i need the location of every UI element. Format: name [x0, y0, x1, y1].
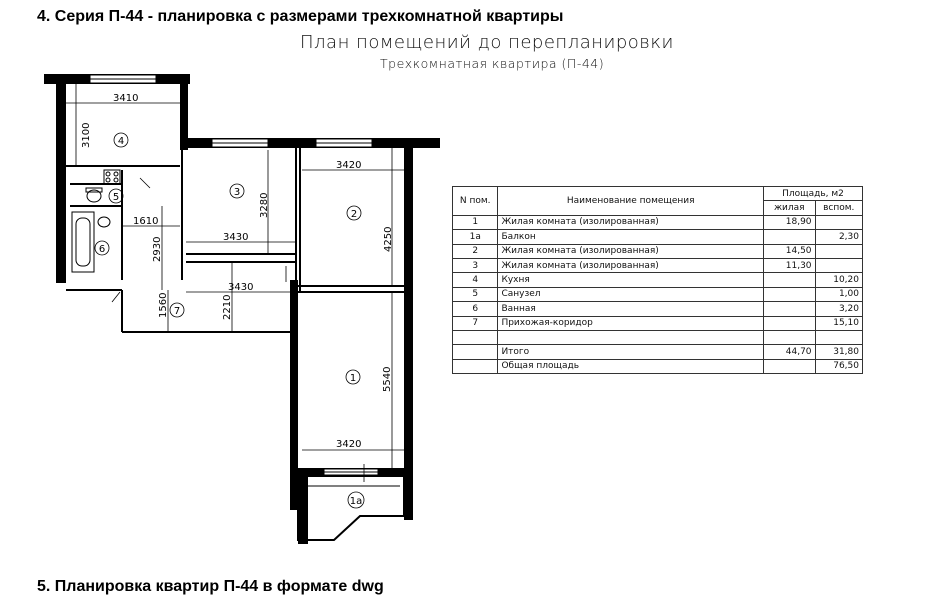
- cell-aux: [815, 330, 862, 344]
- cell-name: [498, 330, 764, 344]
- room-number-2: 2: [350, 209, 358, 220]
- cell-num: 1: [453, 215, 498, 229]
- balcony: [298, 476, 413, 544]
- plan-subtitle: Трехкомнатная квартира (П-44): [380, 56, 605, 71]
- area-table: [452, 186, 863, 374]
- plan-title: План помещений до перепланировки: [300, 32, 674, 53]
- cell-living: [764, 287, 816, 301]
- cell-name: Санузел: [498, 287, 764, 301]
- section-heading: 5. Планировка квартир П-44 в формате dwg: [37, 578, 384, 595]
- cell-num: [453, 330, 498, 344]
- room-labels: [99, 136, 362, 507]
- table-row: [453, 330, 863, 344]
- fixtures: [72, 170, 120, 272]
- table-row: [453, 258, 863, 272]
- dim-room3-depth: 3280: [259, 192, 270, 218]
- cell-num: 2: [453, 244, 498, 258]
- dim-corridor-width: 3430: [228, 282, 254, 293]
- cell-aux: 10,20: [815, 273, 862, 287]
- room-number-5: 5: [112, 192, 120, 203]
- table-row: [453, 287, 863, 301]
- dim-passage-depth: 2210: [222, 294, 233, 320]
- cell-num: 6: [453, 302, 498, 316]
- table-row: [453, 359, 863, 373]
- cell-aux: 1,00: [815, 287, 862, 301]
- cell-name: Общая площадь: [498, 359, 764, 373]
- col-header-aux: вспом.: [815, 201, 862, 215]
- page-heading: 4. Серия П-44 - планировка с размерами трехкомнатной квартиры: [37, 8, 564, 25]
- table-row: [453, 302, 863, 316]
- dim-room1-depth: 5540: [382, 366, 393, 392]
- cell-aux: 3,20: [815, 302, 862, 316]
- dim-bath-width: 1610: [133, 216, 159, 227]
- dim-kitchen-width: 3410: [113, 93, 139, 104]
- cell-aux: [815, 244, 862, 258]
- cell-num: 3: [453, 258, 498, 272]
- cell-aux: 31,80: [815, 345, 862, 359]
- cell-living: [764, 316, 816, 330]
- table-row: [453, 273, 863, 287]
- cell-name: Кухня: [498, 273, 764, 287]
- cell-name: Ванная: [498, 302, 764, 316]
- cell-living: 44,70: [764, 345, 816, 359]
- cell-aux: 15,10: [815, 316, 862, 330]
- cell-num: 1a: [453, 230, 498, 244]
- dim-room1-width: 3420: [336, 439, 362, 450]
- room-number-4: 4: [117, 136, 125, 147]
- cell-name: Жилая комната (изолированная): [498, 258, 764, 272]
- cell-aux: [815, 215, 862, 229]
- windows: [90, 75, 378, 475]
- cell-living: 14,50: [764, 244, 816, 258]
- dim-hall-depth: 2930: [152, 236, 163, 262]
- room-number-6: 6: [98, 244, 106, 255]
- table-row: [453, 316, 863, 330]
- table-row: [453, 215, 863, 229]
- cell-living: [764, 330, 816, 344]
- cell-name: Балкон: [498, 230, 764, 244]
- cell-aux: 76,50: [815, 359, 862, 373]
- table-row: [453, 244, 863, 258]
- cell-living: [764, 359, 816, 373]
- col-header-living: жилая: [764, 201, 816, 215]
- dim-room3-width: 3430: [223, 232, 249, 243]
- cell-num: [453, 345, 498, 359]
- table-row: [453, 230, 863, 244]
- cell-living: 18,90: [764, 215, 816, 229]
- dim-corridor-depth: 1560: [158, 292, 169, 318]
- cell-living: [764, 302, 816, 316]
- room-number-7: 7: [173, 306, 181, 317]
- cell-name: Жилая комната (изолированная): [498, 215, 764, 229]
- cell-living: 11,30: [764, 258, 816, 272]
- col-header-name: Наименование помещения: [498, 187, 764, 216]
- dim-room2-depth: 4250: [383, 226, 394, 252]
- col-header-area: Площадь, м2: [764, 187, 863, 201]
- cell-num: 5: [453, 287, 498, 301]
- room-number-3: 3: [233, 187, 241, 198]
- room-number-1a: 1a: [349, 496, 363, 507]
- cell-name: Жилая комната (изолированная): [498, 244, 764, 258]
- dim-kitchen-depth: 3100: [81, 122, 92, 148]
- dim-room2-width: 3420: [336, 160, 362, 171]
- cell-name: Прихожая-коридор: [498, 316, 764, 330]
- cell-name: Итого: [498, 345, 764, 359]
- cell-num: [453, 359, 498, 373]
- room-number-1: 1: [349, 373, 357, 384]
- cell-aux: [815, 258, 862, 272]
- cell-aux: 2,30: [815, 230, 862, 244]
- cell-num: 4: [453, 273, 498, 287]
- cell-living: [764, 230, 816, 244]
- cell-living: [764, 273, 816, 287]
- cell-num: 7: [453, 316, 498, 330]
- col-header-num: N пом.: [453, 187, 498, 216]
- table-row: [453, 345, 863, 359]
